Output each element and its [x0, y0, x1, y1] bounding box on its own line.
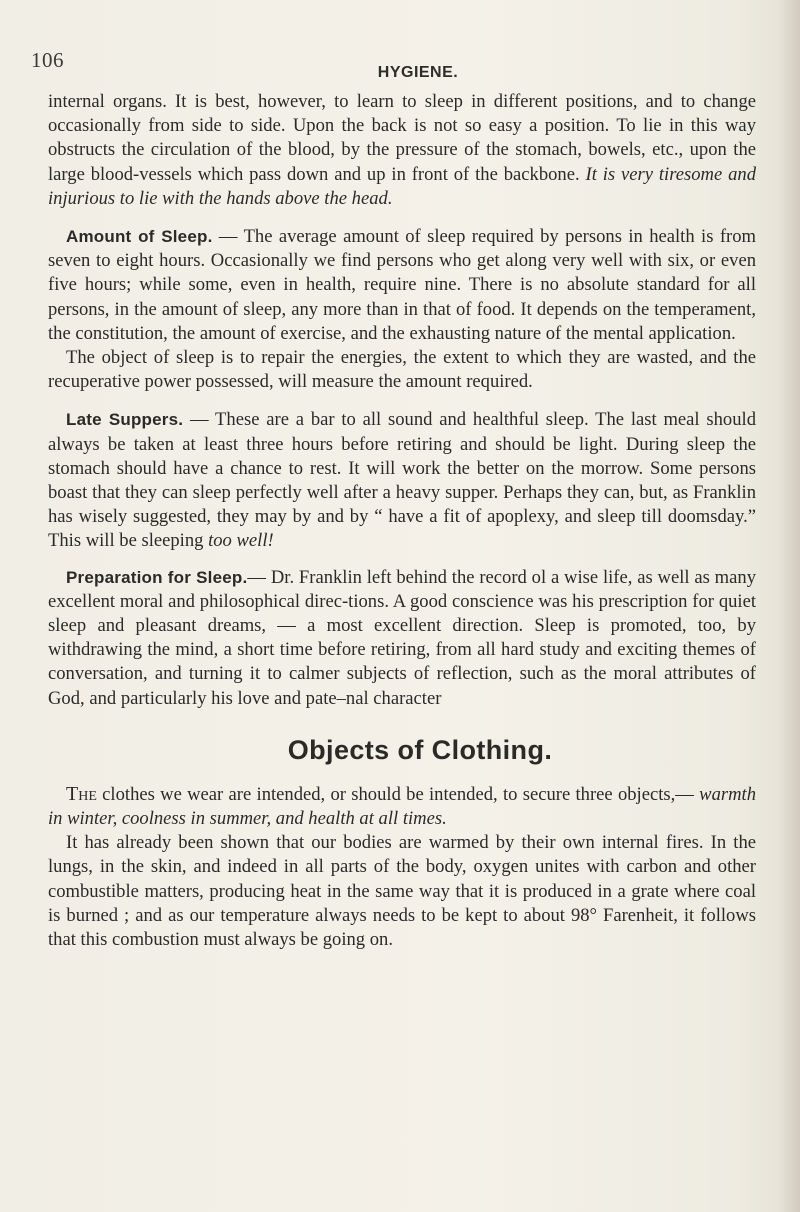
paragraph-text: — The average amount of sleep required by persons in health is from seven to eight hours. Occasionally we find persons who get along very well with six, or even five hours; while some, even in health, require nine. There is no absolute standard for all persons, in the amount of sleep, any more than in that of food. It depends on the temperament, the constitution, the amount of exercise, and the exhausting nature of the mental application.: [48, 226, 756, 344]
paragraph-clothing-objects: [48, 782, 756, 831]
paragraph-text: internal organs. It is best, however, to learn to sleep in different positions, and to change occasionally from side to side. Upon the back is not so easy a position. To lie in this way obstructs the circulation of the blood, by the pressure of the stomach, bowels, etc., upon the large blood-vessels which pass down and up in front of the backbone.: [48, 91, 756, 185]
paragraph-late-suppers: [48, 408, 756, 553]
section-title: Objects of Clothing.: [287, 734, 553, 765]
paragraph-preparation-for-sleep: [48, 566, 756, 711]
paragraph-object-of-sleep: [48, 346, 756, 394]
paragraph-text: The object of sleep is to repair the energies, the extent to which they are wasted, and the recuperative power possessed, will measure the amount required.: [48, 347, 756, 393]
paragraph-text: clothes we wear are intended, or should be intended, to secure three objects,—: [96, 783, 700, 805]
paragraph-body-warmth: [48, 831, 756, 952]
lead-word: The: [66, 782, 97, 805]
emphasis-text: It is very tiresome and injurious to lie with the hands above the head.: [48, 163, 756, 209]
paragraph-heading: Amount of Sleep.: [66, 227, 213, 247]
paragraph-amount-of-sleep: [48, 225, 756, 346]
paragraph-text: — These are a bar to all sound and healthful sleep. The last meal should always be taken at least three hours before retiring and should be light. During sleep the stomach should have a chance to rest. It will work the better on the morrow. Some persons boast that they can sleep perfectly well after a heavy supper. Perhaps they can, but, as Franklin has wisely suggested, they may by and by “ have a fit of apoplexy, and sleep till doomsday.” This will be sleeping: [48, 409, 756, 552]
emphasis-text: too well!: [208, 530, 274, 552]
paragraph-internal-organs: [48, 90, 756, 211]
paragraph-text: It has already been shown that our bodies are warmed by their own internal fires. In the lungs, in the skin, and indeed in all parts of the body, oxygen unites with carbon and other combustible matters, producing heat in the same way that it is produced in a grate where coal is burned ; and as our temperature always needs to be kept to about 98° Farenheit, it follows that this combustion must always be going on.: [48, 832, 756, 951]
page-edge-shadow: [778, 0, 800, 1212]
body-text: [48, 90, 756, 952]
running-head: HYGIENE.: [377, 64, 459, 81]
page-number: 106: [31, 48, 64, 72]
paragraph-text: — Dr. Franklin left behind the record ol a wise life, as well as many excellent moral and philosophical direc-tions. A good conscience was his prescription for quiet sleep and pleasant dreams, — a most excellent direction. Sleep is promoted, too, by withdrawing the mind, a short time before retiring, from all hard study and exciting themes of conversation, and turning it to calmer subjects of reflection, such as the moral attributes of God, and particularly his love and pate‒nal character: [48, 566, 756, 709]
paragraph-heading: Preparation for Sleep.: [66, 567, 248, 587]
emphasis-text: warmth in winter, coolness in summer, and health at all times.: [48, 783, 756, 830]
paragraph-heading: Late Suppers.: [66, 410, 184, 430]
